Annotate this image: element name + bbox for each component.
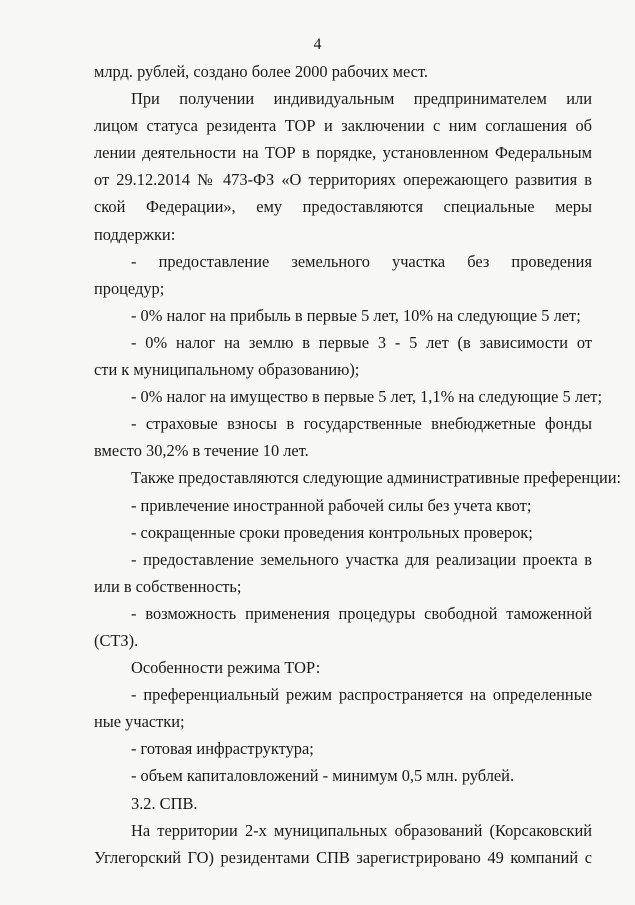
text-line: - привлечение иностранной рабочей силы без учета квот;: [131, 495, 532, 515]
text-line: млрд. рублей, создано более 2000 рабочих мест.: [94, 62, 428, 81]
text-line: Углегорский ГО) резидентами СПВ зарегистрировано 49 компаний с: [94, 847, 592, 867]
text-line: - преференциальный режим распространяется на определенные: [131, 685, 592, 705]
text-line: лении деятельности на ТОР в порядке, установленном Федеральным: [94, 143, 592, 163]
text-line: ные участки;: [94, 712, 185, 732]
text-line: - готовая инфраструктура;: [131, 739, 314, 759]
text-line: от 29.12.2014 № 473-ФЗ «О территориях опережающего развития в: [94, 170, 592, 190]
text-line: - объем капиталовложений - минимум 0,5 млн. рублей.: [131, 766, 515, 786]
text-line: сти к муниципальному образованию);: [94, 360, 360, 380]
text-line: На территории 2-х муниципальных образований (Корсаковский: [131, 820, 592, 840]
text-line: или в собственность;: [94, 576, 242, 596]
text-line: - предоставление земельного участка без проведения: [131, 251, 592, 271]
text-line: При получении индивидуальным предпринимателем или: [131, 89, 592, 109]
text-line: поддержки:: [94, 224, 176, 244]
text-line: 3.2. СПВ.: [131, 793, 198, 813]
document-body: [94, 58, 622, 871]
text-line: - 0% налог на имущество в первые 5 лет, 1,1% на следующие 5 лет;: [131, 387, 603, 407]
text-line: - 0% налог на прибыль в первые 5 лет, 10% на следующие 5 лет;: [131, 305, 581, 325]
text-line: - возможность применения процедуры свободной таможенной: [131, 603, 592, 623]
text-line: лицом статуса резидента ТОР и заключении с ним соглашения об: [94, 116, 592, 136]
text-line: Особенности режима ТОР:: [131, 658, 321, 678]
text-line: ской Федерации», ему предоставляются специальные меры: [94, 197, 592, 217]
text-line: процедур;: [94, 278, 165, 298]
text-line: (СТЗ).: [94, 630, 139, 650]
text-line: Также предоставляются следующие административные преференции:: [131, 468, 622, 488]
text-line: - предоставление земельного участка для реализации проекта в: [131, 549, 592, 569]
text-line: - сокращенные сроки проведения контрольных проверок;: [131, 522, 533, 542]
page-number: 4: [313, 36, 322, 53]
text-line: вместо 30,2% в течение 10 лет.: [94, 441, 309, 461]
text-line: - 0% налог на землю в первые 3 - 5 лет (в зависимости от: [131, 332, 592, 352]
text-line: - страховые взносы в государственные внебюджетные фонды: [131, 414, 592, 434]
